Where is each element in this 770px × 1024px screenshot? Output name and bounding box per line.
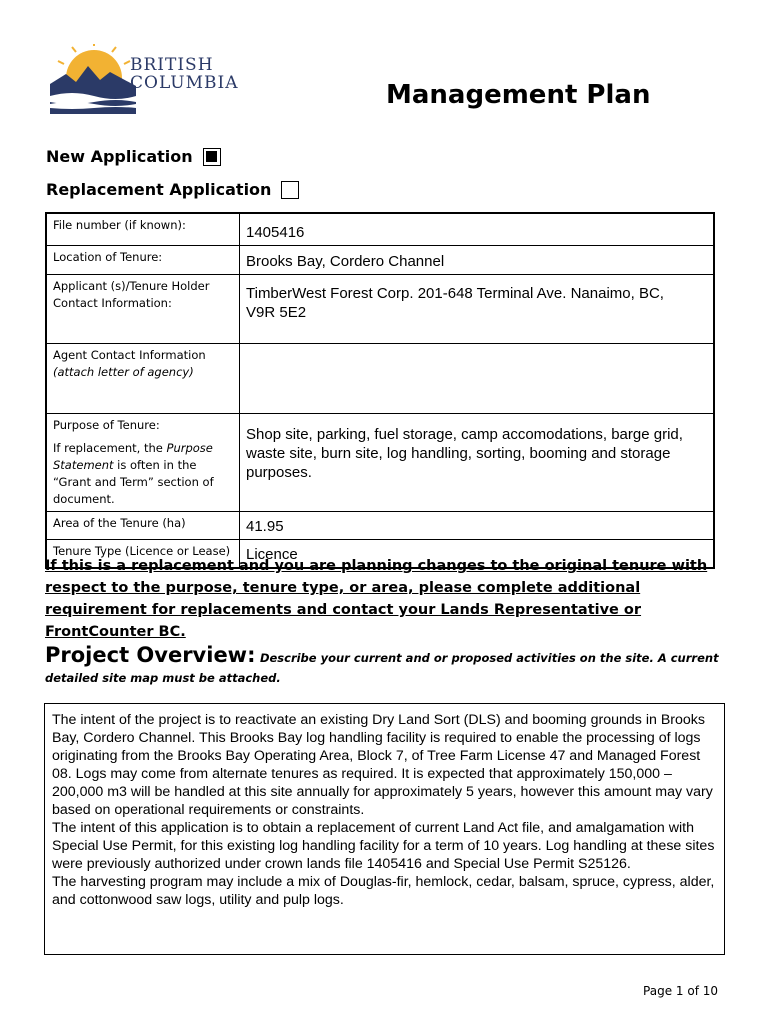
purpose-note-part-b: Purpose Statement	[53, 441, 213, 472]
purpose-note-part-c: is often in the “Grant and Term” section of document.	[53, 458, 214, 506]
applicant-value-line-2: V9R 5E2	[246, 304, 307, 321]
purpose-field[interactable]	[240, 414, 715, 512]
page-title: Management Plan	[386, 80, 651, 110]
replacement-application-row	[46, 180, 299, 199]
file-number-label: File number (if known):	[46, 213, 240, 246]
logo-line-2: COLUMBIA	[130, 73, 239, 93]
applicant-label	[46, 275, 240, 344]
purpose-note-part-a: If replacement, the	[53, 441, 167, 455]
project-overview-textbox[interactable]	[44, 703, 725, 955]
replacement-warning: If this is a replacement and you are planning changes to the original tenure with respect to the purpose, tenure type, or area, please complete additional requirement for replacements and contact your Lands Representative or FrontCounter BC.	[45, 558, 708, 640]
tenure-type-value: Licence	[246, 546, 298, 563]
purpose-note	[53, 440, 233, 508]
table-row	[46, 344, 714, 414]
area-field[interactable]	[240, 512, 715, 540]
location-field[interactable]	[240, 246, 715, 275]
area-value: 41.95	[246, 518, 284, 535]
overview-paragraph: The intent of this application is to obtain a replacement of current Land Act file, and amalgamation with Special Use Permit, for this existing log handling facility for a term of 10 years. Log handling at these sites were previously authorized under crown lands file 1405416 and Special Use Permit S25126.	[52, 820, 715, 872]
logo-line-1: BRITISH	[130, 55, 214, 75]
location-label: Location of Tenure:	[46, 246, 240, 275]
purpose-value: Shop site, parking, fuel storage, camp accomodations, barge grid, waste site, burn site, log handling, sorting, booming and storage purposes.	[246, 426, 683, 481]
table-row	[46, 275, 714, 344]
tenure-info-table	[45, 212, 715, 569]
table-row	[46, 246, 714, 275]
file-number-value: 1405416	[246, 224, 305, 241]
project-overview-description: Describe your current and or proposed activities on the site. A current detailed site map must be attached.	[45, 651, 719, 685]
agent-label-line-1: Agent Contact Information	[53, 348, 206, 362]
location-value: Brooks Bay, Cordero Channel	[246, 253, 445, 270]
page-number: Page 1 of 10	[643, 984, 718, 998]
replacement-application-checkbox[interactable]	[281, 181, 299, 199]
area-label: Area of the Tenure (ha)	[46, 512, 240, 540]
table-row	[46, 213, 714, 246]
purpose-label	[46, 414, 240, 512]
overview-paragraph: The harvesting program may include a mix of Douglas-fir, hemlock, cedar, balsam, spruce, cypress, alder, and cottonwood saw logs, utility and pulp logs.	[52, 874, 715, 908]
new-application-label: New Application	[46, 147, 193, 166]
tenure-type-label: Tenure Type (Licence or Lease)	[46, 540, 240, 569]
applicant-field[interactable]	[240, 275, 715, 344]
applicant-label-line-2: Contact Information:	[53, 296, 172, 310]
applicant-value-line-1: TimberWest Forest Corp. 201-648 Terminal Ave. Nanaimo, BC,	[246, 285, 664, 302]
agent-label	[46, 344, 240, 414]
agent-field[interactable]	[240, 344, 715, 414]
purpose-label-title: Purpose of Tenure:	[53, 418, 160, 432]
table-row	[46, 414, 714, 512]
overview-paragraph: The intent of the project is to reactivate an existing Dry Land Sort (DLS) and booming grounds in Brooks Bay, Cordero Channel. This Brooks Bay log handling facility is required to enable the processing of logs originating from the Brooks Bay Operating Area, Block 7, of Tree Farm License 47 and Managed Forest 08. Logs may come from alternate tenures as required. It is expected that approximately 150,000 – 200,000 m3 will be handled at this site annually for approximately 5 years, however this amount may vary based on operational requirements or constraints.	[52, 712, 713, 818]
project-overview	[45, 645, 735, 688]
file-number-field[interactable]	[240, 213, 715, 246]
new-application-row	[46, 147, 221, 166]
table-row	[46, 512, 714, 540]
replacement-application-label: Replacement Application	[46, 180, 272, 199]
applicant-label-line-1: Applicant (s)/Tenure Holder	[53, 279, 210, 293]
agent-label-line-2: (attach letter of agency)	[53, 365, 194, 379]
project-overview-heading: Project Overview:	[45, 643, 256, 667]
logo-wordmark	[130, 56, 260, 92]
new-application-checkbox[interactable]	[203, 148, 221, 166]
